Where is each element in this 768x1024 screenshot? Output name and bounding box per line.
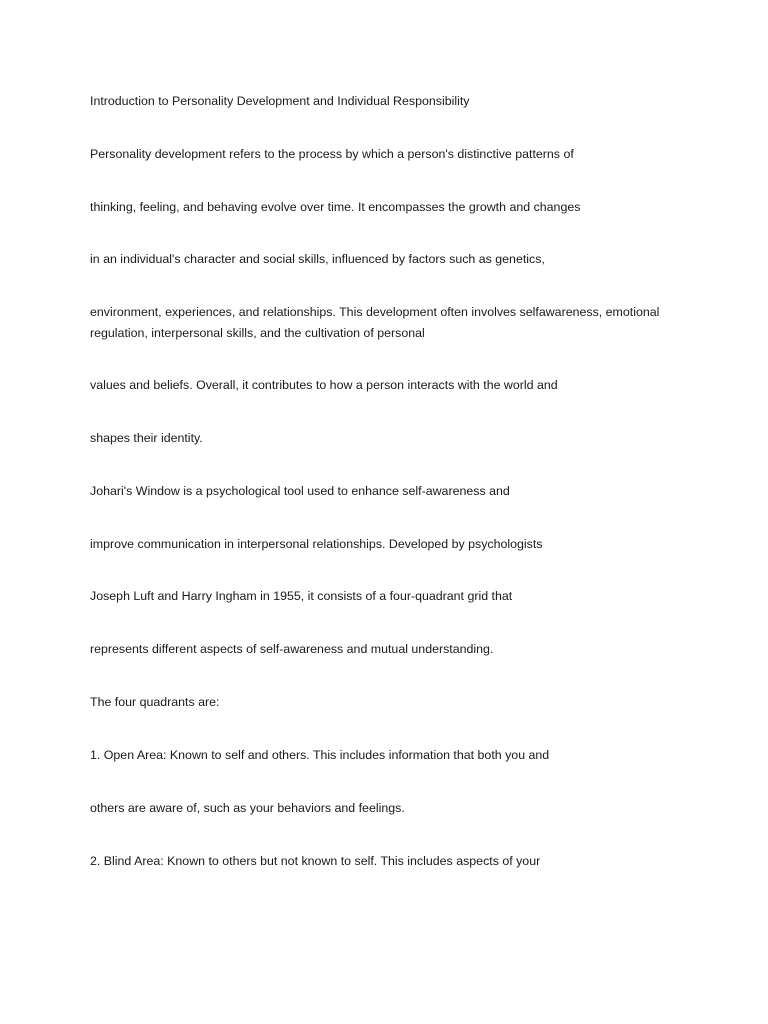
- paragraph-line: in an individual's character and social skills, influenced by factors such as genetics,: [90, 252, 545, 266]
- paragraph-line: values and beliefs. Overall, it contributes to how a person interacts with the world and: [90, 378, 558, 392]
- document-title: Introduction to Personality Development and Individual Responsibility: [90, 94, 470, 108]
- paragraph-line: Personality development refers to the process by which a person's distinctive patterns of: [90, 147, 574, 161]
- paragraph-line: The four quadrants are:: [90, 695, 220, 709]
- paragraph-line: Joseph Luft and Harry Ingham in 1955, it consists of a four-quadrant grid that: [90, 589, 513, 603]
- paragraph-line: shapes their identity.: [90, 431, 203, 445]
- paragraph-line: represents different aspects of self-awareness and mutual understanding.: [90, 642, 494, 656]
- paragraph-line: environment, experiences, and relationships. This development often involves selfawareness, emotional regulation, interpersonal skills, and the cultivation of personal: [90, 305, 660, 340]
- paragraph-line: thinking, feeling, and behaving evolve over time. It encompasses the growth and changes: [90, 200, 581, 214]
- paragraph-line: others are aware of, such as your behaviors and feelings.: [90, 801, 405, 815]
- paragraph-line: improve communication in interpersonal relationships. Developed by psychologists: [90, 537, 543, 551]
- list-item: 2. Blind Area: Known to others but not known to self. This includes aspects of your: [90, 854, 541, 868]
- list-item: 1. Open Area: Known to self and others. This includes information that both you and: [90, 748, 550, 762]
- paragraph-line: Johari's Window is a psychological tool used to enhance self-awareness and: [90, 484, 510, 498]
